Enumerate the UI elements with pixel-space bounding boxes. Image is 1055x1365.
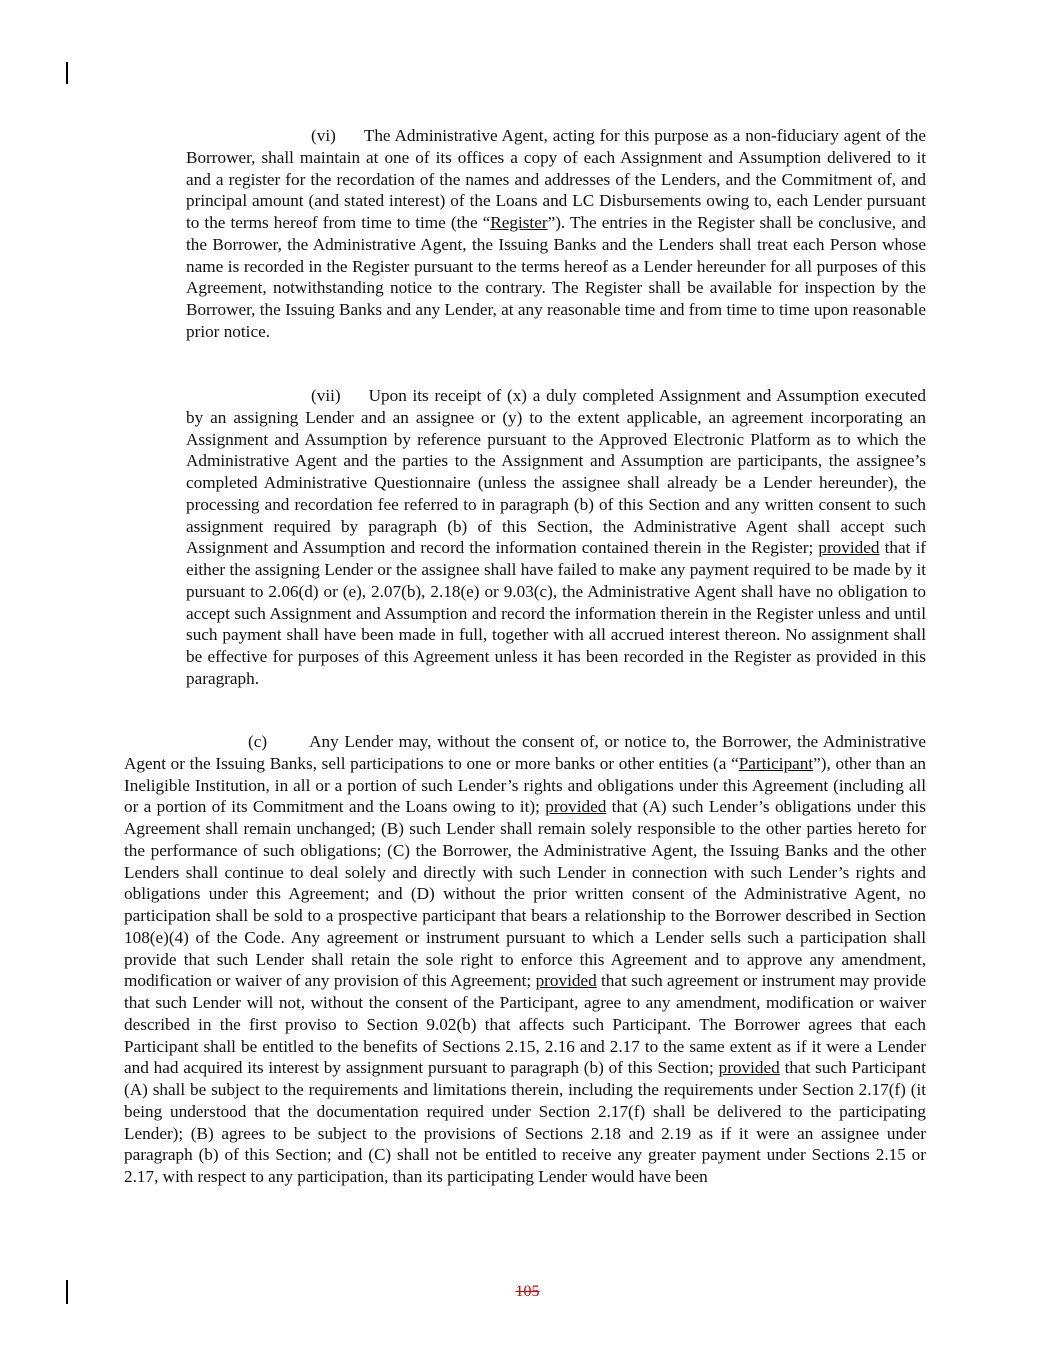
paragraph-c bbox=[124, 731, 926, 1188]
provided-term: provided bbox=[718, 1058, 780, 1078]
paragraph-text: Upon its receipt of (x) a duly completed Assignment and Assumption executed by an assigning Lender and an assignee or (y) to the extent applicable, an agreement incorporating an Assignment and Assumption by reference pursuant to the Approved Electronic Platform as to which the Administrative Agent and the parties to the Assignment and Assumption are participants, the assignee’s completed Administrative Questionnaire (unless the assignee shall already be a Lender hereunder), the processing and recordation fee referred to in paragraph (b) of this Section and any written consent to such assignment required by paragraph (b) of this Section, the Administrative Agent shall accept such Assignment and Assumption and record the information contained therein in the Register; bbox=[186, 386, 926, 558]
paragraph-text: that such Participant (A) shall be subject to the requirements and limitations therein, including the requirements under Section 2.17(f) (it being understood that the documentation required under Section 2.17(f) shall be delivered to the participating Lender); (B) agrees to be subject to the provisions of Sections 2.18 and 2.19 as if it were an assignee under paragraph (b) of this Section; and (C) shall not be entitled to receive any greater payment under Sections 2.15 or 2.17, with respect to any participation, than its participating Lender would have been bbox=[124, 1058, 926, 1186]
paragraph-text: ”). The entries in the Register shall be conclusive, and the Borrower, the Administrative Agent, the Issuing Banks and the Lenders shall treat each Person whose name is recorded in the Register pursuant to the terms hereof as a Lender hereunder for all purposes of this Agreement, notwithstanding notice to the contrary. The Register shall be available for inspection by the Borrower, the Issuing Banks and any Lender, at any reasonable time and from time to time upon reasonable prior notice. bbox=[186, 213, 926, 341]
paragraph-marker: (vi) bbox=[311, 126, 336, 145]
paragraph-text: Any Lender may, without the consent of, or notice to, the Borrower, the Administrative Agent or the Issuing Banks, sell participations to one or more banks or other entities (a “ bbox=[124, 732, 926, 773]
defined-term-participant: Participant bbox=[738, 753, 814, 773]
paragraph-marker: (vii) bbox=[311, 386, 341, 405]
defined-term-register: Register bbox=[490, 213, 548, 232]
provided-term: provided bbox=[535, 971, 597, 991]
paragraph-text: that such agreement or instrument may provide that such Lender will not, without the consent of the Participant, agree to any amendment, modification or waiver described in the first proviso to Section 9.02(b) that affects such Participant. The Borrower agrees that each Participant shall be entitled to the benefits of Sections 2.15, 2.16 and 2.17 to the same extent as if it were a Lender and had acquired its interest by assignment pursuant to paragraph (b) of this Section; bbox=[124, 971, 926, 1078]
page-number: 105 bbox=[515, 1283, 540, 1300]
change-bar-top bbox=[66, 62, 68, 84]
paragraph-vi bbox=[186, 125, 926, 343]
paragraph-text: that if either the assigning Lender or the assignee shall have failed to make any payment required to be made by it pursuant to 2.06(d) or (e), 2.07(b), 2.18(e) or 9.03(c), the Administrative Agent shall have no obligation to accept such Assignment and Assumption and record the information therein in the Register unless and until such payment shall have been made in full, together with all accrued interest thereon. No assignment shall be effective for purposes of this Agreement unless it has been recorded in the Register as provided in this paragraph. bbox=[186, 538, 926, 688]
paragraph-text: ”), other than an Ineligible Institution, in all or a portion of such Lender’s rights and obligations under this Agreement (including all or a portion of its Commitment and the Loans owing to it); bbox=[124, 753, 926, 817]
paragraph-marker: (c) bbox=[248, 732, 268, 751]
paragraph-vii bbox=[186, 385, 926, 690]
provided-term: provided bbox=[545, 797, 607, 817]
provided-term: provided bbox=[818, 538, 880, 558]
paragraph-text: The Administrative Agent, acting for this purpose as a non-fiduciary agent of the Borrower, shall maintain at one of its offices a copy of each Assignment and Assumption delivered to it and a register for the recordation of the names and addresses of the Lenders, and the Commitment of, and principal amount (and stated interest) of the Loans and LC Disbursements owing to, each Lender pursuant to the terms hereof from time to time (the “ bbox=[186, 126, 926, 232]
paragraph-text: that (A) such Lender’s obligations under this Agreement shall remain unchanged; (B) such Lender shall remain solely responsible to the other parties hereto for the performance of such obligations; (C) the Borrower, the Administrative Agent, the Issuing Banks and the other Lenders shall continue to deal solely and directly with such Lender in connection with such Lender’s rights and obligations under this Agreement; and (D) without the prior written consent of the Administrative Agent, no participation shall be sold to a prospective participant that bears a relationship to the Borrower described in Section 108(e)(4) of the Code. Any agreement or instrument pursuant to which a Lender sells such a participation shall provide that such Lender shall retain the sole right to enforce this Agreement and to approve any amendment, modification or waiver of any provision of this Agreement; bbox=[124, 797, 926, 991]
